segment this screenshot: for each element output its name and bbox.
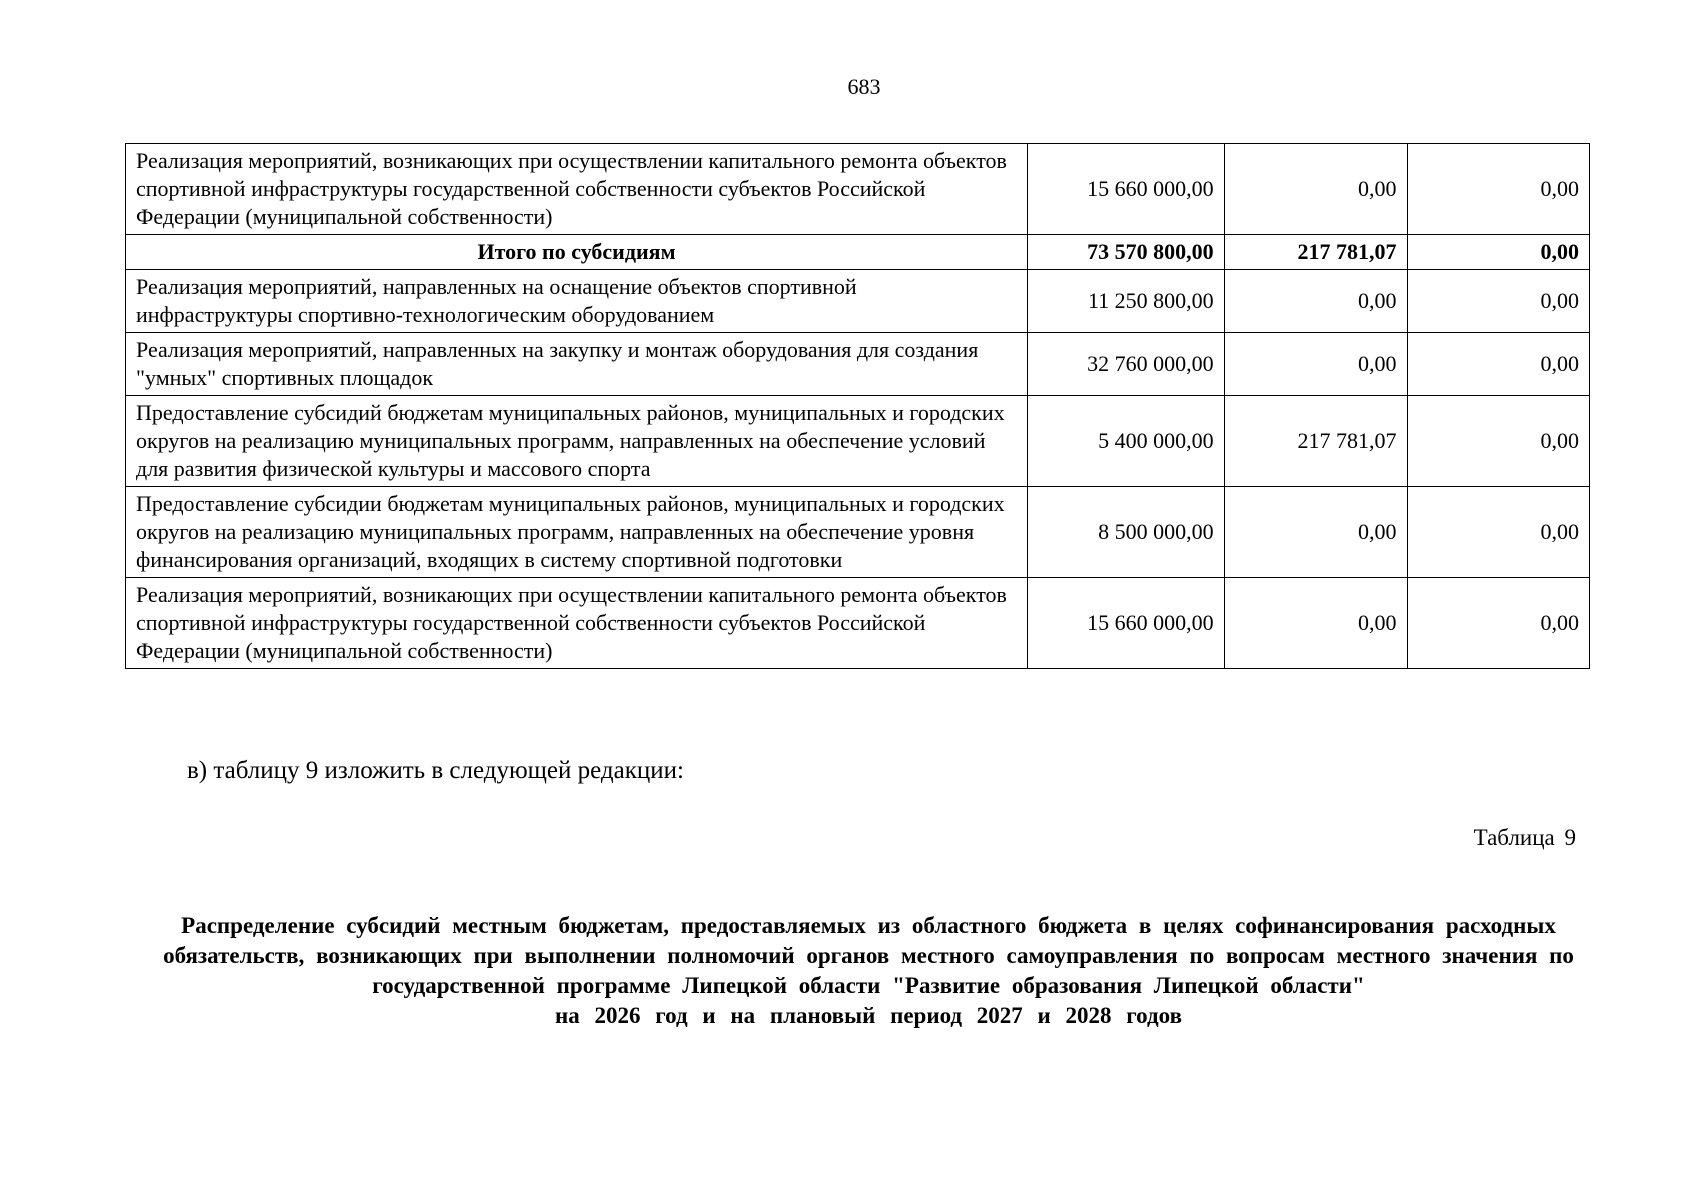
table-row [126,396,1590,487]
table-row [126,487,1590,578]
amount-2026-cell: 32 760 000,00 [1028,333,1225,396]
row-name-cell: Реализация мероприятий, направленных на оснащение объектов спортивной инфраструктуры спортивно-технологическим оборудованием [126,270,1028,333]
table-title-period: на 2026 год и на плановый период 2027 и 2028 годов [555,1003,1182,1028]
amount-2026-cell: 11 250 800,00 [1028,270,1225,333]
subsidy-table [125,143,1590,669]
amount-2028-cell: 0,00 [1407,270,1589,333]
row-name-cell: Предоставление субсидии бюджетам муниципальных районов, муниципальных и городских округов на реализацию муниципальных программ, направленных на обеспечение уровня финансирования организаций, входящих в систему спортивной подготовки [126,487,1028,578]
amount-2028-cell: 0,00 [1407,144,1589,235]
table-title-main: Распределение субсидий местным бюджетам, предоставляемых из областного бюджета в целях софинансирования расходных обязательств, возникающих при выполнении полномочий органов местного самоуправления по вопросам местного значения по государственной программе Липецкой области "Развитие образования Липецкой области" [163,913,1574,998]
amount-2028-cell: 0,00 [1407,487,1589,578]
amount-2027-cell: 0,00 [1224,144,1407,235]
table-number-label: Таблица 9 [1473,825,1576,850]
total-2026-cell: 73 570 800,00 [1028,235,1225,270]
subsidy-table-body [126,144,1590,669]
total-2028-cell: 0,00 [1407,235,1589,270]
row-name-cell: Реализация мероприятий, направленных на закупку и монтаж оборудования для создания "умных" спортивных площадок [126,333,1028,396]
table-row [126,578,1590,669]
amendment-instruction: в) таблицу 9 изложить в следующей редакции: [187,757,684,784]
total-2027-cell: 217 781,07 [1224,235,1407,270]
row-name-cell: Реализация мероприятий, возникающих при осуществлении капитального ремонта объектов спортивной инфраструктуры государственной собственности субъектов Российской Федерации (муниципальной собственности) [126,578,1028,669]
amount-2028-cell: 0,00 [1407,578,1589,669]
page-number: 683 [847,74,881,99]
total-label-cell: Итого по субсидиям [126,235,1028,270]
amount-2027-cell: 0,00 [1224,578,1407,669]
total-row [126,235,1590,270]
table-row [126,333,1590,396]
row-name-cell: Реализация мероприятий, возникающих при осуществлении капитального ремонта объектов спортивной инфраструктуры государственной собственности субъектов Российской Федерации (муниципальной собственности) [126,144,1028,235]
row-name-cell: Предоставление субсидий бюджетам муниципальных районов, муниципальных и городских округов на реализацию муниципальных программ, направленных на обеспечение условий для развития физической культуры и массового спорта [126,396,1028,487]
table-row [126,270,1590,333]
amount-2026-cell: 15 660 000,00 [1028,578,1225,669]
amount-2027-cell: 0,00 [1224,487,1407,578]
amount-2027-cell: 0,00 [1224,270,1407,333]
amount-2026-cell: 5 400 000,00 [1028,396,1225,487]
amount-2027-cell: 0,00 [1224,333,1407,396]
table-row [126,144,1590,235]
amount-2027-cell: 217 781,07 [1224,396,1407,487]
table-title [150,911,1587,1031]
amount-2028-cell: 0,00 [1407,333,1589,396]
amount-2026-cell: 15 660 000,00 [1028,144,1225,235]
amount-2026-cell: 8 500 000,00 [1028,487,1225,578]
amount-2028-cell: 0,00 [1407,396,1589,487]
